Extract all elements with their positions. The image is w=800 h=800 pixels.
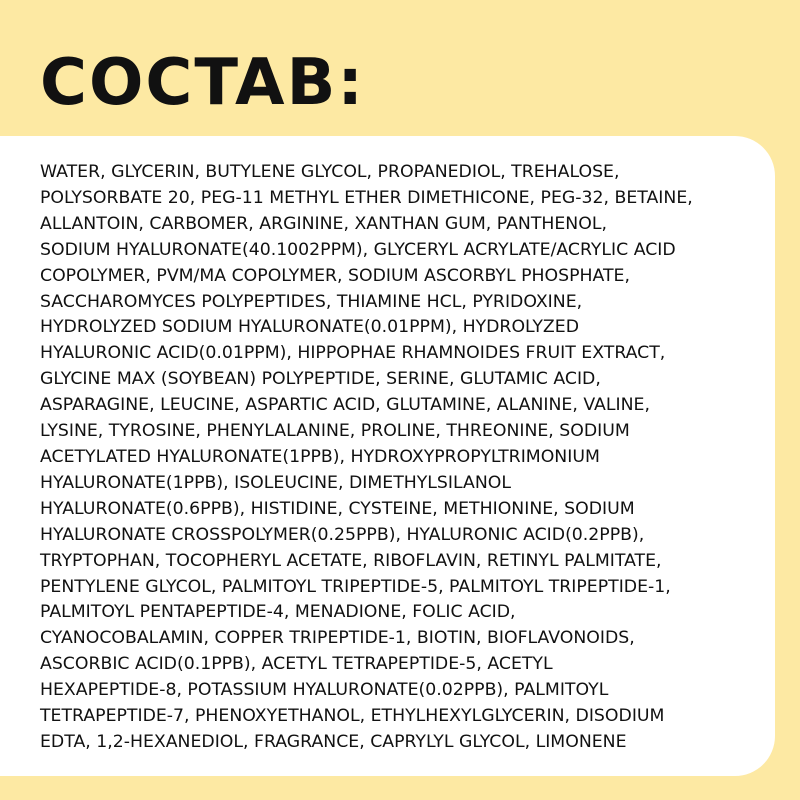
ingredients-line: COPOLYMER, PVM/MA COPOLYMER, SODIUM ASCORBYL PHOSPHATE,	[40, 265, 630, 286]
ingredients-line: ASPARAGINE, LEUCINE, ASPARTIC ACID, GLUTAMINE, ALANINE, VALINE,	[40, 395, 650, 416]
ingredients-line: CYANOCOBALAMIN, COPPER TRIPEPTIDE-1, BIOTIN, BIOFLAVONOIDS,	[40, 628, 635, 649]
ingredients-line: WATER, GLYCERIN, BUTYLENE GLYCOL, PROPANEDIOL, TREHALOSE,	[40, 162, 620, 182]
ingredients-line: SODIUM HYALURONATE(40.1002PPM), GLYCERYL ACRYLATE/ACRYLIC ACID	[40, 239, 676, 260]
ingredients-line: HYALURONATE(0.6PPB), HISTIDINE, CYSTEINE, METHIONINE, SODIUM	[40, 498, 635, 519]
ingredients-line: SACCHAROMYCES POLYPEPTIDES, THIAMINE HCL, PYRIDOXINE,	[40, 291, 583, 312]
ingredients-line: PALMITOYL PENTAPEPTIDE-4, MENADIONE, FOLIC ACID,	[40, 602, 516, 623]
ingredients-line: HYALURONATE CROSSPOLYMER(0.25PPB), HYALURONIC ACID(0.2PPB),	[40, 524, 645, 545]
ingredients-line: HYDROLYZED SODIUM HYALURONATE(0.01PPM), HYDROLYZED	[40, 317, 579, 338]
ingredients-text	[40, 160, 760, 756]
ingredients-line: ALLANTOIN, CARBOMER, ARGININE, XANTHAN GUM, PANTHENOL,	[40, 213, 607, 234]
ingredients-line: POLYSORBATE 20, PEG-11 METHYL ETHER DIMETHICONE, PEG-32, BETAINE,	[40, 187, 693, 208]
ingredients-line: ASCORBIC ACID(0.1PPB), ACETYL TETRAPEPTIDE-5, ACETYL	[40, 654, 553, 675]
ingredients-line: LYSINE, TYROSINE, PHENYLALANINE, PROLINE, THREONINE, SODIUM	[40, 421, 630, 442]
ingredients-line: ACETYLATED HYALURONATE(1PPB), HYDROXYPROPYLTRIMONIUM	[40, 446, 600, 467]
ingredients-line: PENTYLENE GLYCOL, PALMITOYL TRIPEPTIDE-5, PALMITOYL TRIPEPTIDE-1,	[40, 576, 671, 597]
ingredients-line: EDTA, 1,2-HEXANEDIOL, FRAGRANCE, CAPRYLYL GLYCOL, LIMONENE	[40, 731, 627, 752]
ingredients-line: HEXAPEPTIDE-8, POTASSIUM HYALURONATE(0.02PPB), PALMITOYL	[40, 680, 609, 701]
ingredients-line: TRYPTOPHAN, TOCOPHERYL ACETATE, RIBOFLAVIN, RETINYL PALMITATE,	[40, 550, 662, 571]
ingredients-line: HYALURONIC ACID(0.01PPM), HIPPOPHAE RHAMNOIDES FRUIT EXTRACT,	[40, 343, 666, 364]
ingredients-line: HYALURONATE(1PPB), ISOLEUCINE, DIMETHYLSILANOL	[40, 472, 511, 493]
ingredients-line: TETRAPEPTIDE-7, PHENOXYETHANOL, ETHYLHEXYLGLYCERIN, DISODIUM	[40, 706, 665, 727]
ingredients-line: GLYCINE MAX (SOYBEAN) POLYPEPTIDE, SERINE, GLUTAMIC ACID,	[40, 369, 601, 390]
page-title: COCTAB:	[40, 46, 365, 120]
